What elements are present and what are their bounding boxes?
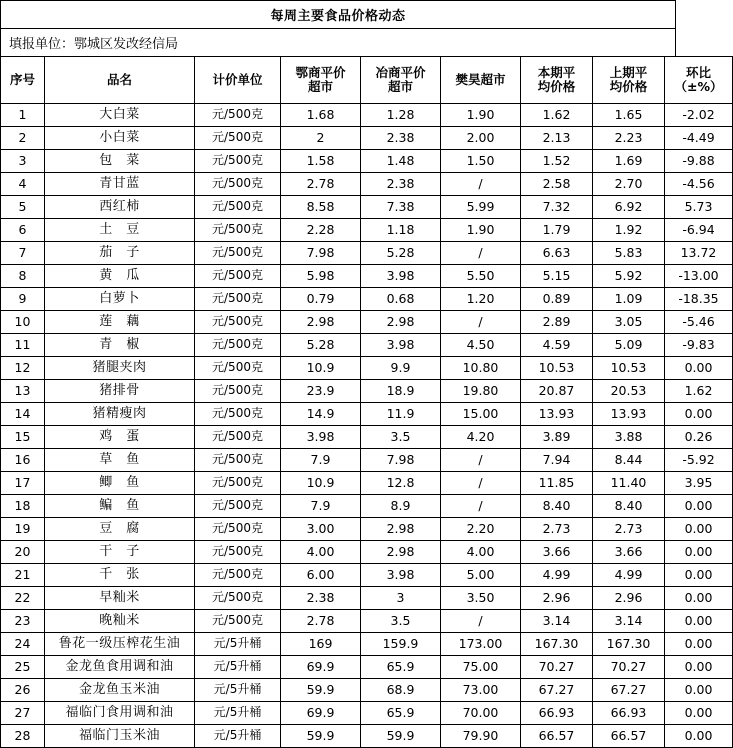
cell-change: 1.62 — [665, 380, 733, 403]
cell-price-yeshang: 1.48 — [361, 150, 441, 173]
cell-price-eshang: 7.9 — [281, 449, 361, 472]
cell-price-fanhao: 70.00 — [441, 702, 521, 725]
cell-current-avg: 167.30 — [521, 633, 593, 656]
table-row — [1, 288, 733, 311]
cell-change: 0.00 — [665, 403, 733, 426]
table-row — [1, 196, 733, 219]
cell-price-fanhao: 10.80 — [441, 357, 521, 380]
cell-previous-avg: 3.14 — [593, 610, 665, 633]
table-row — [1, 564, 733, 587]
cell-no: 25 — [1, 656, 45, 679]
cell-price-fanhao: 4.20 — [441, 426, 521, 449]
cell-previous-avg: 2.96 — [593, 587, 665, 610]
cell-name: 金龙鱼食用调和油 — [45, 656, 195, 679]
cell-price-yeshang: 3.5 — [361, 610, 441, 633]
cell-current-avg: 1.52 — [521, 150, 593, 173]
table-row — [1, 702, 733, 725]
cell-price-yeshang: 59.9 — [361, 725, 441, 748]
cell-name: 小白菜 — [45, 127, 195, 150]
cell-no: 28 — [1, 725, 45, 748]
cell-price-fanhao: 173.00 — [441, 633, 521, 656]
table-row — [1, 449, 733, 472]
cell-previous-avg: 2.73 — [593, 518, 665, 541]
cell-no: 15 — [1, 426, 45, 449]
cell-no: 6 — [1, 219, 45, 242]
cell-unit: 元/500克 — [195, 472, 281, 495]
cell-no: 17 — [1, 472, 45, 495]
cell-current-avg: 2.58 — [521, 173, 593, 196]
cell-previous-avg: 3.66 — [593, 541, 665, 564]
cell-name: 千 张 — [45, 564, 195, 587]
header-no: 序号 — [1, 57, 45, 104]
cell-price-eshang: 2 — [281, 127, 361, 150]
cell-price-fanhao: 15.00 — [441, 403, 521, 426]
cell-price-eshang: 1.68 — [281, 104, 361, 127]
cell-unit: 元/500克 — [195, 495, 281, 518]
cell-price-yeshang: 65.9 — [361, 656, 441, 679]
table-row — [1, 357, 733, 380]
table-row — [1, 127, 733, 150]
header-current-avg: 本期平 均价格 — [521, 57, 593, 104]
cell-change: -5.46 — [665, 311, 733, 334]
cell-current-avg: 66.57 — [521, 725, 593, 748]
cell-current-avg: 7.94 — [521, 449, 593, 472]
cell-unit: 元/500克 — [195, 196, 281, 219]
table-row — [1, 380, 733, 403]
cell-current-avg: 5.15 — [521, 265, 593, 288]
cell-previous-avg: 1.65 — [593, 104, 665, 127]
cell-previous-avg: 5.92 — [593, 265, 665, 288]
cell-no: 19 — [1, 518, 45, 541]
cell-price-eshang: 23.9 — [281, 380, 361, 403]
table-row — [1, 518, 733, 541]
cell-price-yeshang: 68.9 — [361, 679, 441, 702]
cell-unit: 元/500克 — [195, 610, 281, 633]
cell-price-fanhao: / — [441, 495, 521, 518]
cell-previous-avg: 5.83 — [593, 242, 665, 265]
cell-unit: 元/500克 — [195, 587, 281, 610]
cell-name: 西红柿 — [45, 196, 195, 219]
cell-price-fanhao: 19.80 — [441, 380, 521, 403]
cell-unit: 元/500克 — [195, 265, 281, 288]
cell-previous-avg: 11.40 — [593, 472, 665, 495]
cell-price-fanhao: / — [441, 311, 521, 334]
cell-price-yeshang: 3 — [361, 587, 441, 610]
cell-name: 福临门食用调和油 — [45, 702, 195, 725]
cell-name: 茄 子 — [45, 242, 195, 265]
cell-name: 早籼米 — [45, 587, 195, 610]
header-unit: 计价单位 — [195, 57, 281, 104]
cell-no: 14 — [1, 403, 45, 426]
cell-change: 0.00 — [665, 495, 733, 518]
cell-unit: 元/500克 — [195, 564, 281, 587]
cell-no: 4 — [1, 173, 45, 196]
cell-change: -9.83 — [665, 334, 733, 357]
cell-price-fanhao: / — [441, 610, 521, 633]
cell-no: 13 — [1, 380, 45, 403]
cell-price-yeshang: 2.38 — [361, 127, 441, 150]
cell-price-yeshang: 5.28 — [361, 242, 441, 265]
cell-name: 包 菜 — [45, 150, 195, 173]
cell-name: 土 豆 — [45, 219, 195, 242]
header-name: 品名 — [45, 57, 195, 104]
cell-price-yeshang: 7.98 — [361, 449, 441, 472]
price-table — [0, 56, 733, 748]
cell-previous-avg: 20.53 — [593, 380, 665, 403]
cell-name: 黄 瓜 — [45, 265, 195, 288]
cell-previous-avg: 3.88 — [593, 426, 665, 449]
cell-price-fanhao: 73.00 — [441, 679, 521, 702]
cell-price-fanhao: 1.90 — [441, 104, 521, 127]
cell-name: 金龙鱼玉米油 — [45, 679, 195, 702]
cell-price-yeshang: 2.98 — [361, 518, 441, 541]
cell-no: 16 — [1, 449, 45, 472]
cell-change: -4.49 — [665, 127, 733, 150]
cell-change: 0.00 — [665, 610, 733, 633]
cell-current-avg: 2.73 — [521, 518, 593, 541]
cell-current-avg: 67.27 — [521, 679, 593, 702]
cell-no: 18 — [1, 495, 45, 518]
table-row — [1, 311, 733, 334]
cell-current-avg: 1.79 — [521, 219, 593, 242]
cell-price-eshang: 59.9 — [281, 725, 361, 748]
cell-price-fanhao: 2.20 — [441, 518, 521, 541]
header-change: 环比 （±%） — [665, 57, 733, 104]
cell-name: 鸡 蛋 — [45, 426, 195, 449]
cell-name: 大白菜 — [45, 104, 195, 127]
cell-price-eshang: 4.00 — [281, 541, 361, 564]
cell-previous-avg: 3.05 — [593, 311, 665, 334]
table-row — [1, 426, 733, 449]
cell-price-yeshang: 3.98 — [361, 265, 441, 288]
cell-price-fanhao: 5.99 — [441, 196, 521, 219]
cell-change: -13.00 — [665, 265, 733, 288]
cell-price-fanhao: / — [441, 449, 521, 472]
cell-name: 莲 藕 — [45, 311, 195, 334]
document-title-bar — [0, 0, 676, 28]
cell-price-eshang: 169 — [281, 633, 361, 656]
cell-price-eshang: 2.98 — [281, 311, 361, 334]
table-row — [1, 219, 733, 242]
cell-previous-avg: 8.44 — [593, 449, 665, 472]
cell-change: 0.00 — [665, 564, 733, 587]
cell-price-fanhao: / — [441, 472, 521, 495]
cell-price-eshang: 8.58 — [281, 196, 361, 219]
table-row — [1, 495, 733, 518]
cell-unit: 元/5升桶 — [195, 679, 281, 702]
cell-price-eshang: 2.78 — [281, 610, 361, 633]
table-row — [1, 173, 733, 196]
cell-price-eshang: 10.9 — [281, 357, 361, 380]
cell-current-avg: 3.14 — [521, 610, 593, 633]
cell-current-avg: 2.89 — [521, 311, 593, 334]
cell-change: -18.35 — [665, 288, 733, 311]
header-previous-avg: 上期平 均价格 — [593, 57, 665, 104]
cell-unit: 元/500克 — [195, 150, 281, 173]
cell-previous-avg: 167.30 — [593, 633, 665, 656]
cell-current-avg: 3.66 — [521, 541, 593, 564]
cell-no: 20 — [1, 541, 45, 564]
cell-price-eshang: 2.28 — [281, 219, 361, 242]
cell-current-avg: 11.85 — [521, 472, 593, 495]
cell-previous-avg: 6.92 — [593, 196, 665, 219]
cell-no: 24 — [1, 633, 45, 656]
cell-price-eshang: 7.98 — [281, 242, 361, 265]
cell-no: 3 — [1, 150, 45, 173]
cell-current-avg: 8.40 — [521, 495, 593, 518]
cell-name: 猪排骨 — [45, 380, 195, 403]
cell-price-yeshang: 65.9 — [361, 702, 441, 725]
cell-current-avg: 20.87 — [521, 380, 593, 403]
cell-previous-avg: 2.70 — [593, 173, 665, 196]
cell-change: 0.00 — [665, 679, 733, 702]
cell-change: 0.00 — [665, 357, 733, 380]
cell-no: 22 — [1, 587, 45, 610]
table-row — [1, 472, 733, 495]
cell-unit: 元/500克 — [195, 311, 281, 334]
cell-current-avg: 2.96 — [521, 587, 593, 610]
cell-name: 福临门玉米油 — [45, 725, 195, 748]
cell-current-avg: 6.63 — [521, 242, 593, 265]
header-market-eshang: 鄂商平价 超市 — [281, 57, 361, 104]
cell-price-fanhao: 5.00 — [441, 564, 521, 587]
cell-change: 0.00 — [665, 725, 733, 748]
cell-no: 7 — [1, 242, 45, 265]
cell-change: -6.94 — [665, 219, 733, 242]
table-row — [1, 587, 733, 610]
cell-change: 0.00 — [665, 656, 733, 679]
cell-current-avg: 4.59 — [521, 334, 593, 357]
cell-no: 5 — [1, 196, 45, 219]
cell-change: -5.92 — [665, 449, 733, 472]
reporting-unit-bar — [0, 28, 676, 56]
cell-previous-avg: 70.27 — [593, 656, 665, 679]
cell-previous-avg: 1.92 — [593, 219, 665, 242]
cell-previous-avg: 4.99 — [593, 564, 665, 587]
cell-price-yeshang: 3.98 — [361, 334, 441, 357]
cell-price-fanhao: 1.20 — [441, 288, 521, 311]
cell-current-avg: 7.32 — [521, 196, 593, 219]
table-row — [1, 265, 733, 288]
cell-no: 26 — [1, 679, 45, 702]
cell-price-fanhao: / — [441, 242, 521, 265]
table-row — [1, 541, 733, 564]
cell-change: 5.73 — [665, 196, 733, 219]
cell-price-fanhao: / — [441, 173, 521, 196]
cell-price-eshang: 5.98 — [281, 265, 361, 288]
cell-unit: 元/500克 — [195, 288, 281, 311]
cell-unit: 元/500克 — [195, 518, 281, 541]
cell-name: 猪腿夹肉 — [45, 357, 195, 380]
cell-previous-avg: 5.09 — [593, 334, 665, 357]
cell-name: 鲁花一级压榨花生油 — [45, 633, 195, 656]
table-row — [1, 633, 733, 656]
cell-no: 1 — [1, 104, 45, 127]
cell-name: 晚籼米 — [45, 610, 195, 633]
cell-change: 13.72 — [665, 242, 733, 265]
cell-unit: 元/500克 — [195, 219, 281, 242]
cell-previous-avg: 13.93 — [593, 403, 665, 426]
cell-name: 鳊 鱼 — [45, 495, 195, 518]
cell-unit: 元/500克 — [195, 104, 281, 127]
reporting-unit-label: 填报单位：鄂城区发改经信局 — [9, 37, 179, 52]
cell-current-avg: 66.93 — [521, 702, 593, 725]
cell-price-eshang: 0.79 — [281, 288, 361, 311]
cell-price-yeshang: 18.9 — [361, 380, 441, 403]
cell-unit: 元/500克 — [195, 334, 281, 357]
cell-name: 猪精瘦肉 — [45, 403, 195, 426]
cell-unit: 元/5升桶 — [195, 725, 281, 748]
cell-current-avg: 2.13 — [521, 127, 593, 150]
cell-price-yeshang: 11.9 — [361, 403, 441, 426]
table-row — [1, 104, 733, 127]
cell-name: 青 椒 — [45, 334, 195, 357]
cell-name: 豆 腐 — [45, 518, 195, 541]
page-title: 每周主要食品价格动态 — [270, 9, 406, 24]
table-row — [1, 656, 733, 679]
cell-name: 青甘蓝 — [45, 173, 195, 196]
cell-price-eshang: 3.00 — [281, 518, 361, 541]
cell-unit: 元/500克 — [195, 380, 281, 403]
cell-price-eshang: 2.78 — [281, 173, 361, 196]
cell-previous-avg: 66.57 — [593, 725, 665, 748]
cell-price-yeshang: 1.18 — [361, 219, 441, 242]
cell-price-eshang: 69.9 — [281, 656, 361, 679]
table-row — [1, 242, 733, 265]
table-row — [1, 725, 733, 748]
cell-price-fanhao: 2.00 — [441, 127, 521, 150]
cell-price-yeshang: 159.9 — [361, 633, 441, 656]
cell-unit: 元/500克 — [195, 403, 281, 426]
cell-price-eshang: 6.00 — [281, 564, 361, 587]
cell-price-fanhao: 75.00 — [441, 656, 521, 679]
cell-current-avg: 70.27 — [521, 656, 593, 679]
cell-current-avg: 4.99 — [521, 564, 593, 587]
cell-price-fanhao: 79.90 — [441, 725, 521, 748]
cell-price-yeshang: 2.98 — [361, 311, 441, 334]
cell-name: 草 鱼 — [45, 449, 195, 472]
cell-no: 23 — [1, 610, 45, 633]
cell-current-avg: 0.89 — [521, 288, 593, 311]
cell-price-yeshang: 9.9 — [361, 357, 441, 380]
cell-no: 8 — [1, 265, 45, 288]
cell-price-yeshang: 2.38 — [361, 173, 441, 196]
cell-price-yeshang: 8.9 — [361, 495, 441, 518]
cell-price-yeshang: 7.38 — [361, 196, 441, 219]
cell-unit: 元/500克 — [195, 173, 281, 196]
cell-previous-avg: 66.93 — [593, 702, 665, 725]
cell-no: 21 — [1, 564, 45, 587]
cell-current-avg: 1.62 — [521, 104, 593, 127]
cell-price-fanhao: 5.50 — [441, 265, 521, 288]
cell-change: 0.00 — [665, 541, 733, 564]
cell-price-yeshang: 0.68 — [361, 288, 441, 311]
cell-name: 干 子 — [45, 541, 195, 564]
cell-no: 10 — [1, 311, 45, 334]
cell-no: 12 — [1, 357, 45, 380]
cell-previous-avg: 1.09 — [593, 288, 665, 311]
cell-price-fanhao: 4.00 — [441, 541, 521, 564]
cell-unit: 元/5升桶 — [195, 656, 281, 679]
cell-price-yeshang: 2.98 — [361, 541, 441, 564]
cell-change: 0.00 — [665, 587, 733, 610]
cell-price-yeshang: 3.98 — [361, 564, 441, 587]
cell-price-eshang: 10.9 — [281, 472, 361, 495]
cell-name: 鲫 鱼 — [45, 472, 195, 495]
cell-price-eshang: 2.38 — [281, 587, 361, 610]
cell-unit: 元/500克 — [195, 242, 281, 265]
table-header-row — [1, 57, 733, 104]
table-row — [1, 403, 733, 426]
cell-current-avg: 13.93 — [521, 403, 593, 426]
cell-price-fanhao: 4.50 — [441, 334, 521, 357]
cell-price-eshang: 59.9 — [281, 679, 361, 702]
cell-price-eshang: 1.58 — [281, 150, 361, 173]
cell-unit: 元/500克 — [195, 127, 281, 150]
table-row — [1, 610, 733, 633]
cell-price-eshang: 14.9 — [281, 403, 361, 426]
cell-no: 11 — [1, 334, 45, 357]
cell-unit: 元/500克 — [195, 541, 281, 564]
cell-price-yeshang: 12.8 — [361, 472, 441, 495]
cell-change: 3.95 — [665, 472, 733, 495]
table-row — [1, 150, 733, 173]
cell-change: 0.00 — [665, 633, 733, 656]
cell-previous-avg: 1.69 — [593, 150, 665, 173]
cell-no: 2 — [1, 127, 45, 150]
cell-current-avg: 10.53 — [521, 357, 593, 380]
cell-previous-avg: 10.53 — [593, 357, 665, 380]
table-row — [1, 679, 733, 702]
header-market-fanhao: 樊昊超市 — [441, 57, 521, 104]
cell-name: 白萝卜 — [45, 288, 195, 311]
cell-price-eshang: 5.28 — [281, 334, 361, 357]
cell-price-yeshang: 1.28 — [361, 104, 441, 127]
cell-change: 0.00 — [665, 702, 733, 725]
header-market-yeshang: 冶商平价 超市 — [361, 57, 441, 104]
cell-previous-avg: 2.23 — [593, 127, 665, 150]
cell-price-fanhao: 1.90 — [441, 219, 521, 242]
cell-change: 0.26 — [665, 426, 733, 449]
table-row — [1, 334, 733, 357]
cell-unit: 元/5升桶 — [195, 702, 281, 725]
cell-price-yeshang: 3.5 — [361, 426, 441, 449]
cell-price-eshang: 69.9 — [281, 702, 361, 725]
cell-previous-avg: 8.40 — [593, 495, 665, 518]
cell-change: -4.56 — [665, 173, 733, 196]
cell-previous-avg: 67.27 — [593, 679, 665, 702]
cell-unit: 元/5升桶 — [195, 633, 281, 656]
cell-unit: 元/500克 — [195, 357, 281, 380]
cell-change: -2.02 — [665, 104, 733, 127]
cell-price-eshang: 7.9 — [281, 495, 361, 518]
cell-no: 9 — [1, 288, 45, 311]
cell-price-eshang: 3.98 — [281, 426, 361, 449]
cell-change: -9.88 — [665, 150, 733, 173]
cell-price-fanhao: 1.50 — [441, 150, 521, 173]
cell-unit: 元/500克 — [195, 449, 281, 472]
cell-unit: 元/500克 — [195, 426, 281, 449]
cell-price-fanhao: 3.50 — [441, 587, 521, 610]
cell-current-avg: 3.89 — [521, 426, 593, 449]
cell-change: 0.00 — [665, 518, 733, 541]
cell-no: 27 — [1, 702, 45, 725]
table-body — [1, 104, 733, 748]
